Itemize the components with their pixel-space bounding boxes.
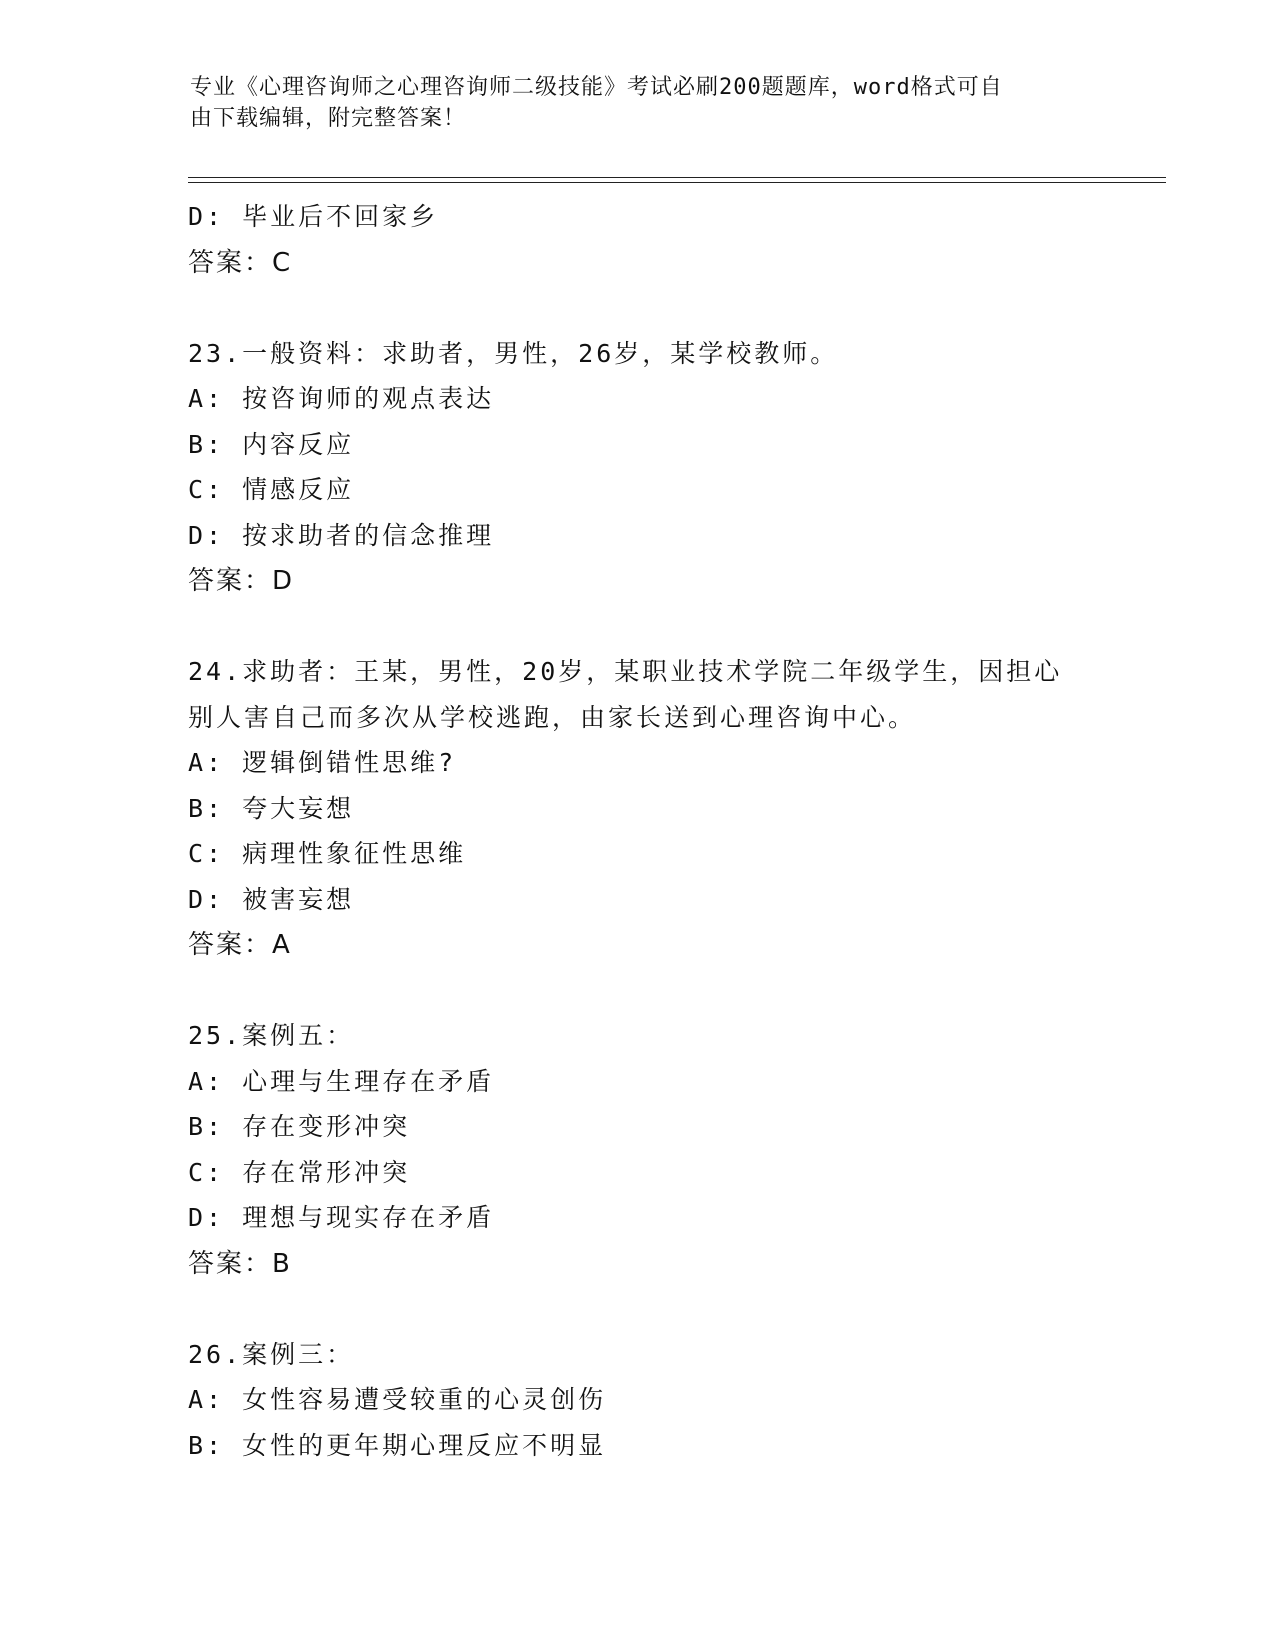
q23-stem: 23.一般资料：求助者，男性，26岁，某学校教师。 (188, 338, 839, 368)
spacer (188, 286, 1148, 331)
header-line-2: 由下载编辑，附完整答案！ (190, 106, 467, 131)
prev-answer: 答案：C (188, 247, 293, 278)
q24-option-d: D: 被害妄想 (188, 884, 355, 914)
q24-stem-line-2: 别人害自己而多次从学校逃跑，由家长送到心理咨询中心。 (188, 702, 917, 732)
q26-option-b: B: 女性的更年期心理反应不明显 (188, 1430, 607, 1460)
q24-answer: 答案：A (188, 930, 292, 960)
header-divider-top (188, 177, 1166, 178)
q24-stem-line-1: 24.求助者：王某，男性，20岁，某职业技术学院二年级学生，因担心 (188, 657, 1063, 686)
header-divider-bottom (188, 182, 1166, 183)
q25-option-c: C: 存在常形冲突 (188, 1157, 411, 1187)
q24-option-c: C: 病理性象征性思维 (188, 839, 467, 868)
q23-answer: 答案：D (188, 566, 295, 596)
spacer (188, 604, 1148, 649)
q26-option-a: A: 女性容易遭受较重的心灵创伤 (188, 1385, 607, 1414)
header-line-1: 专业《心理咨询师之心理咨询师二级技能》考试必刷200题题库，word格式可自 (190, 75, 1003, 100)
q25-stem: 25.案例五： (188, 1021, 355, 1050)
q23-option-a: A: 按咨询师的观点表达 (188, 384, 495, 413)
q25-option-d: D: 理想与现实存在矛盾 (188, 1203, 495, 1232)
q23-option-c: C: 情感反应 (188, 475, 355, 504)
q25-option-a: A: 心理与生理存在矛盾 (188, 1066, 495, 1096)
spacer (188, 1287, 1148, 1332)
question-list (188, 194, 1148, 1468)
q25-option-b: B: 存在变形冲突 (188, 1112, 411, 1141)
q26-stem: 26.案例三： (188, 1339, 355, 1369)
q24-option-a: A: 逻辑倒错性思维? (188, 748, 457, 777)
document-header (190, 72, 1080, 134)
q23-option-d: D: 按求助者的信念推理 (188, 520, 495, 550)
q23-option-b: B: 内容反应 (188, 429, 355, 459)
q24-option-b: B: 夸大妄想 (188, 793, 355, 823)
prev-option-d: D: 毕业后不回家乡 (188, 202, 439, 231)
spacer (188, 968, 1148, 1013)
q25-answer: 答案：B (188, 1248, 292, 1279)
